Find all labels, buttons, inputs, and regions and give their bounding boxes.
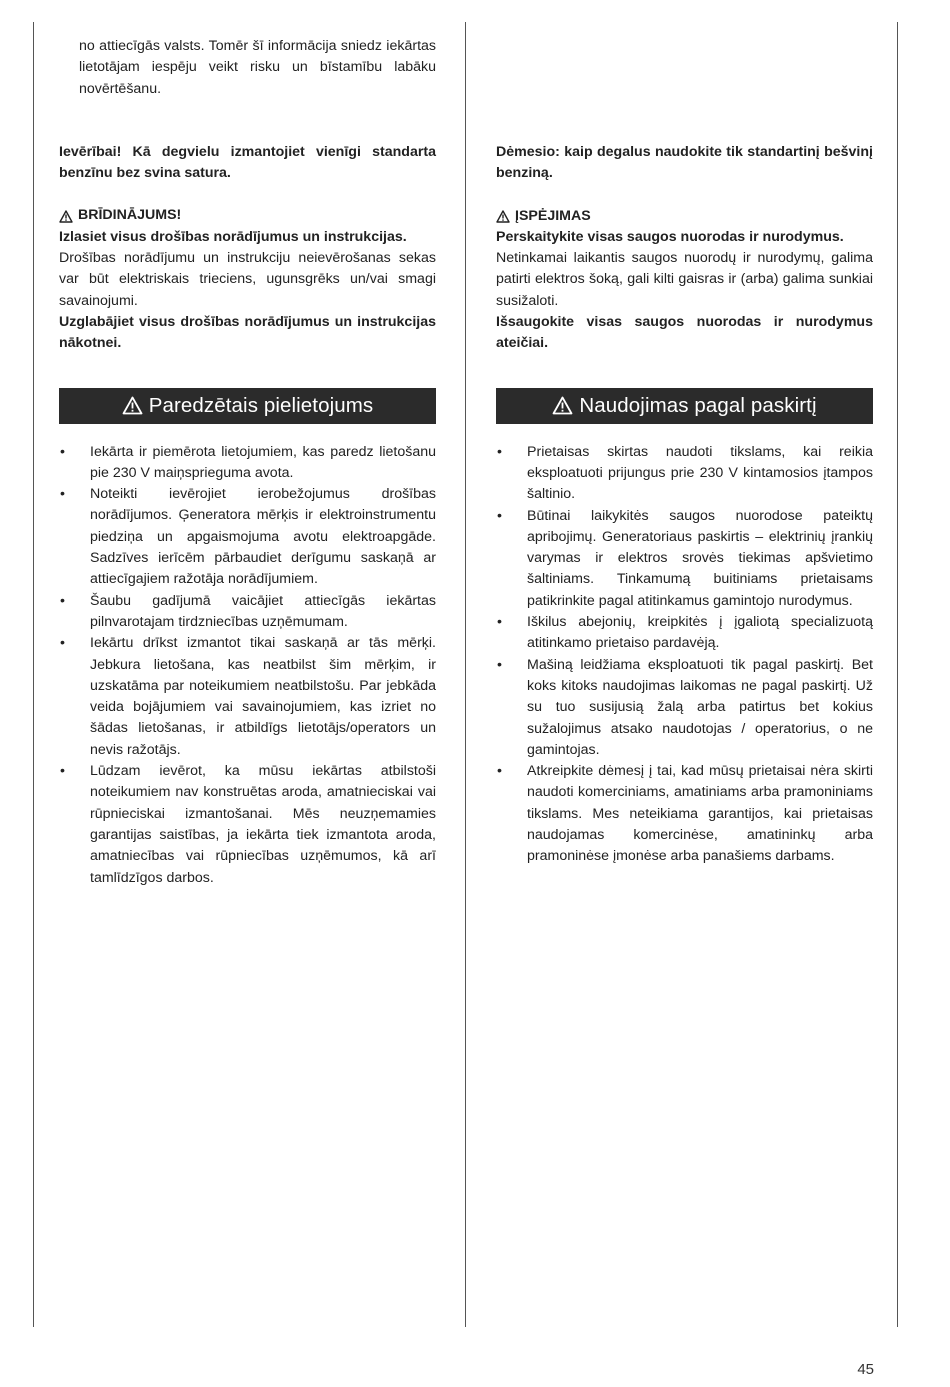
intro-paragraph: no attiecīgās valsts. Tomēr šī informācija sniedz iekārtas lietotājam iespēju veikt risku un bīstamību labāku novērtēšanu. xyxy=(79,38,436,97)
column-rule-right xyxy=(897,22,898,1327)
warning-triangle-icon xyxy=(496,210,510,223)
section-title: Naudojimas pagal paskirtį xyxy=(579,394,817,418)
column-latvian xyxy=(59,36,436,889)
warning-heading-text: ĮSPĖJIMAS xyxy=(515,207,591,224)
list-item: • Šaubu gadījumā vaicājiet attiecīgās iekārtas pilnvarotajam tirdzniecības uzņēmumam. xyxy=(59,591,436,634)
list-item: • Būtinai laikykitės saugos nuorodose pateiktų apribojimų. Generatoriaus paskirtis – elektrinių įrankių varymas ir elektros srovės tiekimas apšvietimo šaltiniams. Tinkamumą buitiniams prietaisams patikrinkite pagal atitinkamus gamintojo nurodymus. xyxy=(496,506,873,612)
column-rule-left xyxy=(33,22,34,1327)
list-item: • Lūdzam ievērot, ka mūsu iekārtas atbilstoši noteikumiem nav konstruētas aroda, amatnieciskai vai rūpnieciskai izmantošanai. Mēs neuzņemamies garantijas saistības, ja iekārta tiek izmantota aroda, amatniecības vai rūpniecības uzņēmumos, kā arī tamlīdzīgos darbos. xyxy=(59,761,436,889)
warning-keep-instructions: Išsaugokite visas saugos nuorodas ir nurodymus ateičiai. xyxy=(496,314,873,352)
section-title: Paredzētais pielietojums xyxy=(148,393,374,417)
fuel-notice: Ievērībai! Kā degvielu izmantojiet vienīgi standarta benzīnu bez svina satura. xyxy=(59,143,436,182)
list-item: • Atkreipkite dėmesį į tai, kad mūsų prietaisai nėra skirti naudoti komerciniams, amatiniams arba pramoniniams tikslams. Mes neteikiama garantijos, kai prietaisas naudojamas komercinėse, amatininkų arba pramoninėse įmonėse arba panašiems darbams. xyxy=(496,761,873,867)
list-item: • Iškilus abejonių, kreipkitės į įgaliotą specializuotą atitinkamo prietaiso pardavėją. xyxy=(496,612,873,655)
column-lithuanian xyxy=(496,36,873,868)
intended-use-list xyxy=(59,442,436,889)
list-item: • Noteikti ievērojiet ierobežojumus drošības norādījumos. Ģeneratora mērķis ir elektroinstrumentu piedziņa un apgaismojuma avotu elektroapgāde. Sadzīves ierīcēm pārbaudiet derīgumu saskaņā ar attiecīgajiem ražotāja norādījumiem. xyxy=(59,484,436,590)
page-number: 45 xyxy=(857,1361,874,1378)
warning-heading xyxy=(496,206,873,227)
section-banner-intended-use xyxy=(59,388,436,424)
warning-read-instructions: Perskaitykite visas saugos nuorodas ir nurodymus. xyxy=(496,228,844,245)
warning-triangle-icon xyxy=(552,396,573,415)
fuel-notice: Dėmesio: kaip degalus naudokite tik standartinį bešvinį benziną. xyxy=(496,144,873,182)
warning-heading-text: BRĪDINĀJUMS! xyxy=(78,207,182,224)
list-item: • Iekārta ir piemērota lietojumiem, kas paredz lietošanu pie 230 V maiņsprieguma avota. xyxy=(59,442,436,485)
intended-use-list xyxy=(496,442,873,868)
warning-read-instructions: Izlasiet visus drošības norādījumus un instrukcijas. xyxy=(59,228,407,245)
list-item: • Prietaisas skirtas naudoti tikslams, kai reikia eksploatuoti prijungus prie 230 V kintamosios įtampos šaltinio. xyxy=(496,442,873,506)
warning-triangle-icon xyxy=(59,210,73,223)
warning-consequences: Netinkamai laikantis saugos nuorodų ir nurodymų, galima patirti elektros šoką, gali kilti gaisras ir (arba) galima sunkiai susižaloti. xyxy=(496,250,873,309)
list-item: • Mašiną leidžiama eksploatuoti tik pagal paskirtį. Bet koks kitoks naudojimas laikomas ne pagal paskirtį. Už su tuo susijusią žalą arba patirtus bet kokius sužalojimus atsako naudotojas / operatorius, o ne gamintojas. xyxy=(496,655,873,761)
warning-consequences: Drošības norādījumu un instrukciju neievērošanas sekas var būt elektriskais trieciens, ugunsgrēks un/vai smagi savainojumi. xyxy=(59,250,436,309)
column-rule-middle xyxy=(465,22,466,1327)
warning-triangle-icon xyxy=(122,396,143,415)
list-item: • Iekārtu drīkst izmantot tikai saskaņā ar tās mērķi. Jebkura lietošana, kas neatbilst šim mērķim, ir uzskatāma par noteikumiem neatbilstošu. Par jebkāda veida bojājumiem vai savainojumiem, kas izriet no šādas lietošanas, ir atbildīgs lietotājs/operators un nevis ražotājs. xyxy=(59,633,436,761)
section-banner-intended-use xyxy=(496,388,873,424)
warning-keep-instructions: Uzglabājiet visus drošības norādījumus un instrukcijas nākotnei. xyxy=(59,313,436,352)
warning-heading xyxy=(59,205,436,226)
